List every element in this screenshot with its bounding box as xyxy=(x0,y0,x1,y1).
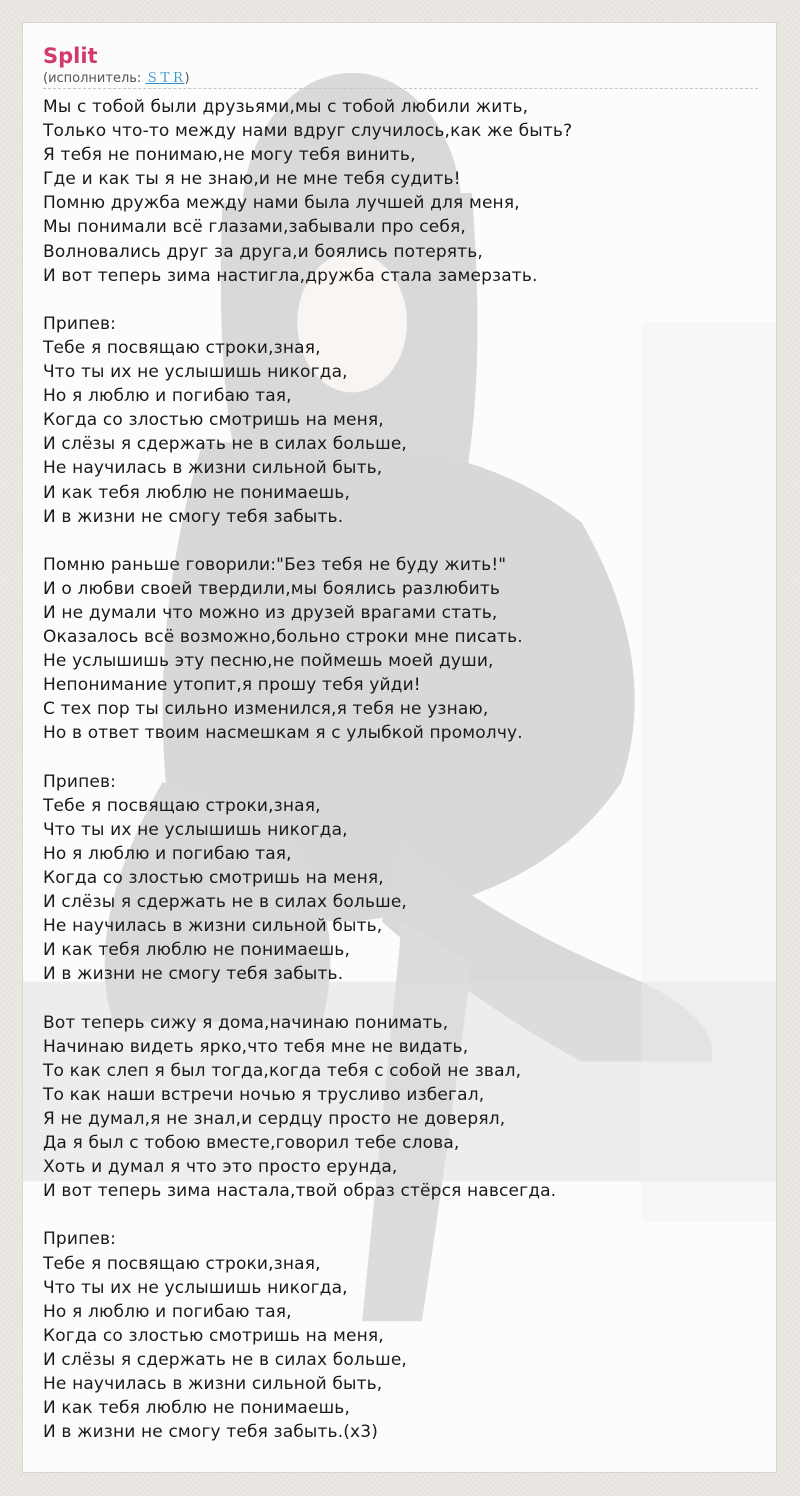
lyrics-stanza xyxy=(43,1227,763,1444)
lyrics-line: Припев: xyxy=(43,771,116,792)
lyrics-line: Не услышишь эту песню,не поймешь моей души, xyxy=(43,651,494,672)
lyrics-line: Тебе я посвящаю строки,зная, xyxy=(43,337,321,358)
lyrics-line: Что ты их не услышишь никогда, xyxy=(43,362,348,383)
lyrics-line: Что ты их не услышишь никогда, xyxy=(43,819,348,840)
lyrics-line: С тех пор ты сильно изменился,я тебя не узнаю, xyxy=(43,699,489,720)
artist-prefix: (исполнитель: xyxy=(43,71,146,86)
lyrics-stanza xyxy=(43,1011,763,1204)
lyrics-line: Волновались друг за друга,и боялись потерять, xyxy=(43,241,483,262)
lyrics-line: И слёзы я сдержать не в силах больше, xyxy=(43,892,407,913)
lyrics-line: Когда со злостью смотришь на меня, xyxy=(43,410,384,431)
lyrics-line: Только что-то между нами вдруг случилось,как же быть? xyxy=(43,121,573,142)
lyrics-line: То как слеп я был тогда,когда тебя с собой не звал, xyxy=(43,1060,522,1081)
lyrics-stanza xyxy=(43,312,763,529)
lyrics-line: Но я люблю и погибаю тая, xyxy=(43,1301,292,1322)
lyrics-line: Тебе я посвящаю строки,зная, xyxy=(43,795,321,816)
lyrics-line: Но я люблю и погибаю тая, xyxy=(43,843,292,864)
lyrics-line: И о любви своей твердили,мы боялись разлюбить xyxy=(43,578,501,599)
artist-link[interactable]: ＳＴＲ xyxy=(145,71,185,86)
lyrics-line: Оказалось всё возможно,больно строки мне писать. xyxy=(43,627,523,648)
lyrics-text xyxy=(43,95,763,1444)
artist-suffix: ) xyxy=(184,71,190,86)
lyrics-line: Что ты их не услышишь никогда, xyxy=(43,1277,348,1298)
lyrics-line: Но в ответ твоим насмешкам я с улыбкой промолчу. xyxy=(43,723,523,744)
lyrics-line: Вот теперь сижу я дома,начинаю понимать, xyxy=(43,1012,449,1033)
lyrics-line: Помню дружба между нами была лучшей для меня, xyxy=(43,193,520,214)
lyrics-line: И слёзы я сдержать не в силах больше, xyxy=(43,1349,407,1370)
lyrics-line: Но я люблю и погибаю тая, xyxy=(43,386,292,407)
lyrics-line: Да я был с тобою вместе,говорил тебе слова, xyxy=(43,1133,460,1154)
lyrics-card xyxy=(22,22,777,1473)
lyrics-line: И не думали что можно из друзей врагами стать, xyxy=(43,602,498,623)
lyrics-line: И вот теперь зима настала,твой образ стёрся навсегда. xyxy=(43,1181,557,1202)
lyrics-line: И в жизни не смогу тебя забыть. xyxy=(43,506,344,527)
lyrics-line: И в жизни не смогу тебя забыть.(x3) xyxy=(43,1422,379,1443)
lyrics-line: Не научилась в жизни сильной быть, xyxy=(43,1373,383,1394)
lyrics-line: Я тебя не понимаю,не могу тебя винить, xyxy=(43,145,416,166)
lyrics-line: Непонимание утопит,я прошу тебя уйди! xyxy=(43,675,421,696)
lyrics-line: И как тебя люблю не понимаешь, xyxy=(43,940,351,961)
lyrics-stanza xyxy=(43,553,763,746)
lyrics-stanza xyxy=(43,770,763,987)
lyrics-line: И вот теперь зима настигла,дружба стала замерзать. xyxy=(43,265,538,286)
lyrics-line: Когда со злостью смотришь на меня, xyxy=(43,1325,384,1346)
lyrics-line: Мы понимали всё глазами,забывали про себя, xyxy=(43,217,466,238)
title-divider xyxy=(43,88,758,89)
lyrics-line: Начинаю видеть ярко,что тебя мне не видать, xyxy=(43,1036,469,1057)
lyrics-content xyxy=(43,41,763,1468)
lyrics-line: Припев: xyxy=(43,313,116,334)
artist-line xyxy=(43,71,763,87)
lyrics-line: И в жизни не смогу тебя забыть. xyxy=(43,964,344,985)
lyrics-line: И слёзы я сдержать не в силах больше, xyxy=(43,434,407,455)
lyrics-line: Хоть и думал я что это просто ерунда, xyxy=(43,1157,398,1178)
lyrics-line: Я не думал,я не знал,и сердцу просто не доверял, xyxy=(43,1108,506,1129)
lyrics-line: Не научилась в жизни сильной быть, xyxy=(43,916,383,937)
lyrics-line: И как тебя люблю не понимаешь, xyxy=(43,482,351,503)
lyrics-line: И как тебя люблю не понимаешь, xyxy=(43,1398,351,1419)
lyrics-line: Мы с тобой были друзьями,мы с тобой любили жить, xyxy=(43,97,529,117)
lyrics-line: Не научилась в жизни сильной быть, xyxy=(43,458,383,479)
lyrics-line: Припев: xyxy=(43,1229,116,1250)
lyrics-line: Где и как ты я не знаю,и не мне тебя судить! xyxy=(43,169,461,190)
lyrics-stanza xyxy=(43,95,763,288)
lyrics-line: Помню раньше говорили:"Без тебя не буду жить!" xyxy=(43,554,507,575)
lyrics-line: Тебе я посвящаю строки,зная, xyxy=(43,1253,321,1274)
lyrics-line: Когда со злостью смотришь на меня, xyxy=(43,868,384,888)
lyrics-line: То как наши встречи ночью я трусливо избегал, xyxy=(43,1084,485,1105)
song-title: Split xyxy=(43,44,98,68)
